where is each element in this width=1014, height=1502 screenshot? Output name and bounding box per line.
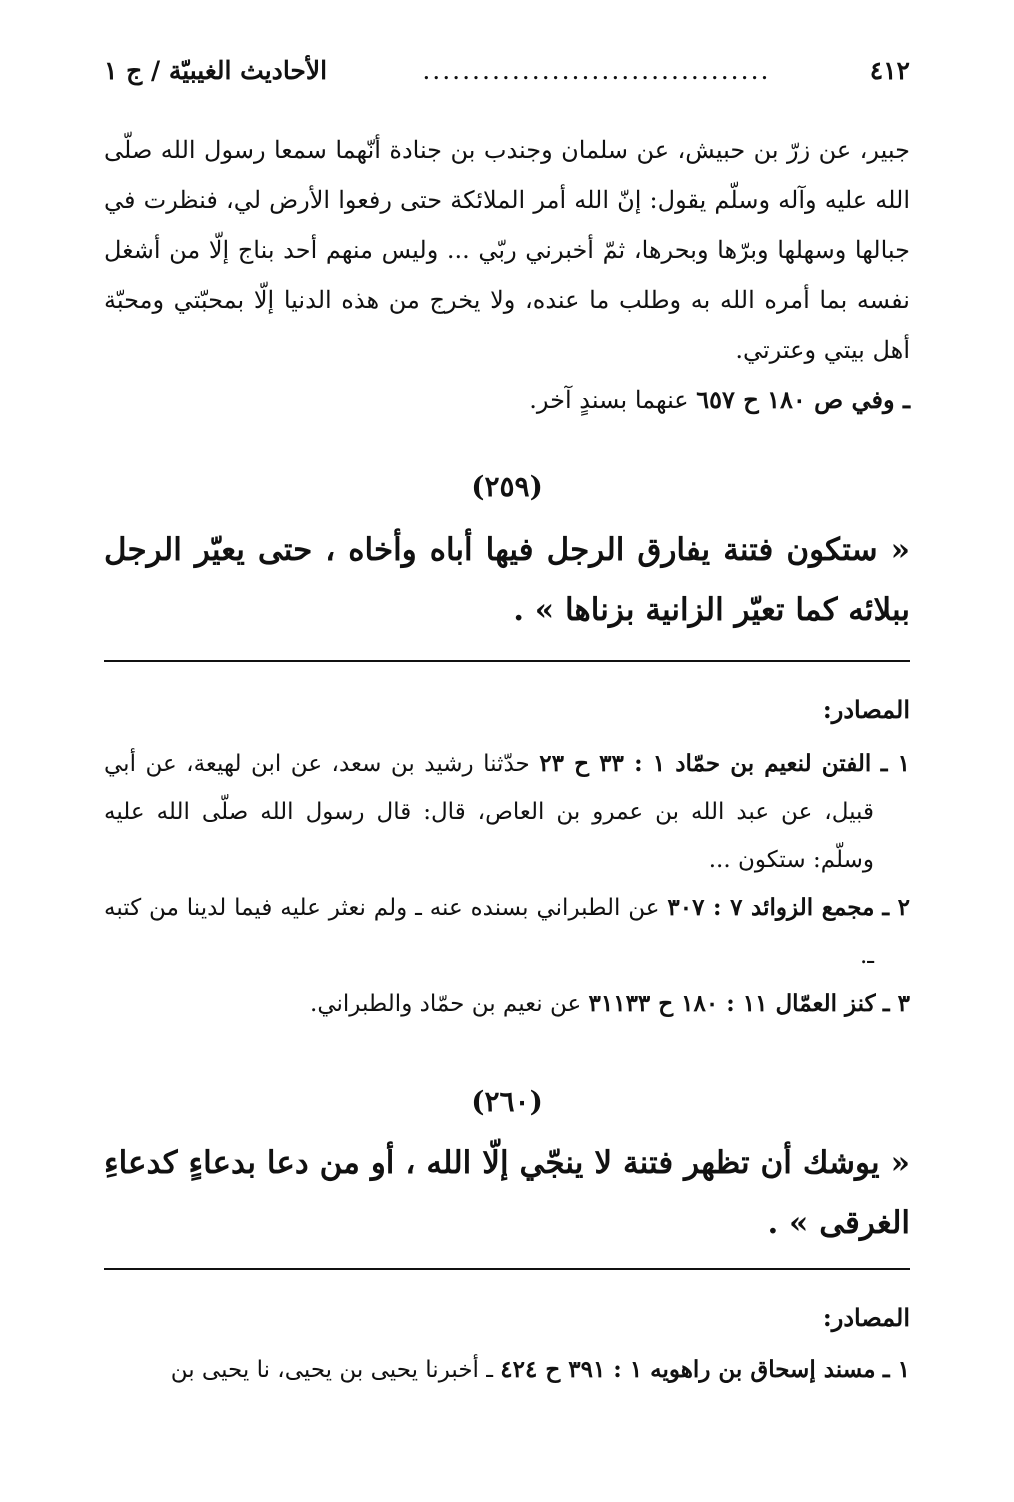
divider-rule: [104, 1268, 910, 1270]
divider-rule: [104, 660, 910, 662]
leader-dots: ...................................: [422, 55, 771, 85]
book-title: الأحاديث الغيبيّة / ج ١: [104, 55, 328, 85]
source-text: عن الطبراني بسنده عنه ـ ولم نعثر عليه فيما لدينا من كتبه ـ.: [104, 895, 874, 969]
continuation-note-ref: ـ وفي ص ١٨٠ ح ٦٥٧: [696, 385, 910, 414]
hadith-259-body: « ستكون فتنة يفارق الرجل فيها أباه وأخاه ، حتى يعيّر الرجل ببلائه كما تعيّر الزانية بزناها » .: [104, 532, 910, 628]
source-index: ١ ـ: [882, 1356, 910, 1383]
hadith-number-260: (٢٦٠): [471, 1085, 543, 1118]
sources-list-259: [104, 740, 910, 1028]
source-index: ١ ـ: [880, 750, 911, 777]
sources-heading-259: المصادر:: [822, 695, 910, 724]
source-index: ٣ ـ: [882, 990, 910, 1017]
source-item: [104, 740, 910, 884]
source-item: [104, 884, 910, 980]
running-head: [104, 50, 910, 90]
hadith-text-259: [104, 520, 910, 640]
sources-heading-260: المصادر:: [822, 1303, 910, 1332]
source-reference: مسند إسحاق بن راهويه ١ : ٣٩١ ح ٤٢٤: [500, 1356, 876, 1383]
source-item: [104, 980, 910, 1028]
source-index: ٢ ـ: [882, 894, 911, 921]
hadith-number-259: (٢٥٩): [471, 470, 543, 503]
sources-list-260: [104, 1346, 910, 1394]
source-item: [104, 1346, 910, 1394]
continuation-paragraph: [104, 125, 910, 425]
source-text: حدّثنا رشيد بن سعد، عن ابن لهيعة، عن أبي قبيل، عن عبد الله بن عمرو بن العاص، قال: قال رسول الله صلّى الله عليه وسلّم: ستكون ...: [104, 751, 874, 873]
source-text: عن نعيم بن حمّاد والطبراني.: [310, 991, 582, 1017]
source-reference: مجمع الزوائد ٧ : ٣٠٧: [667, 894, 875, 921]
continuation-note: [104, 375, 910, 425]
source-reference: الفتن لنعيم بن حمّاد ١ : ٣٣ ح ٢٣: [539, 750, 872, 777]
continuation-text: جبير، عن زرّ بن حبيش، عن سلمان وجندب بن جنادة أنّهما سمعا رسول الله صلّى الله عليه وآله وسلّم يقول: إنّ الله أمر الملائكة حتى رفعوا الأرض لي، فنظرت في جبالها وسهلها وبرّها وبحرها، ثمّ أخبرني ربّي ... وليس منهم أحد بناج إلّا من أشغل نفسه بما أمره الله به وطلب ما عنده، ولا يخرج من هذه الدنيا إلّا بمحبّتي ومحبّة أهل بيتي وعترتي.: [104, 136, 911, 364]
source-text: ـ أخبرنا يحيى بن يحيى، نا يحيى بن: [170, 1357, 493, 1383]
hadith-text-260: [104, 1133, 910, 1253]
source-reference: كنز العمّال ١١ : ١٨٠ ح ٣١١٣٣: [588, 990, 876, 1017]
page-number: ٤١٢: [869, 55, 910, 85]
continuation-note-text: عنهما بسندٍ آخر.: [529, 386, 689, 414]
hadith-260-body: « يوشك أن تظهر فتنة لا ينجّي إلّا الله ، أو من دعا بدعاءٍ كدعاءِ الغرقى » .: [104, 1145, 910, 1241]
